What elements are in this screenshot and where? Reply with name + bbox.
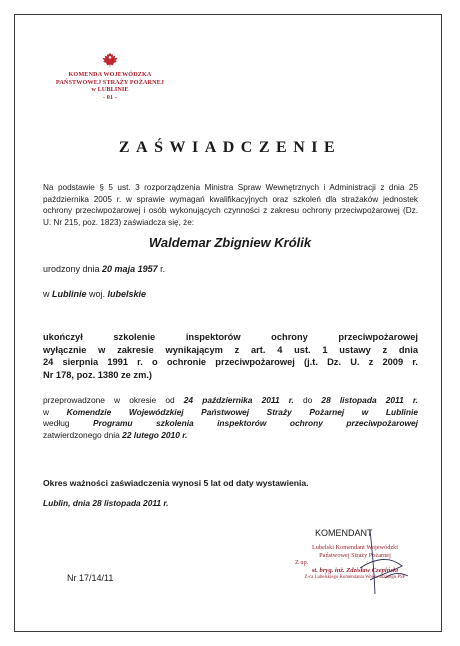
period-line-1 xyxy=(43,395,418,407)
period-line-3 xyxy=(43,418,418,430)
validity-note: Okres ważności zaświadczenia wynosi 5 lat od daty wystawienia. xyxy=(43,478,309,488)
period-text: przeprowadzone w okresie od xyxy=(43,395,184,405)
training-program: Programu szkolenia inspektorów ochrony przeciwpożarowej xyxy=(92,418,418,429)
birth-suffix: r. xyxy=(157,264,166,274)
stamp-line-1: Lubelski Komendant Wojewódzki xyxy=(311,544,399,551)
document-title: ZAŚWIADCZENIE xyxy=(118,139,342,156)
official-stamp xyxy=(285,544,425,582)
training-venue: Komendzie Wojewódzkiej Państwowej Straży Pożarnej w Lublinie xyxy=(66,406,418,417)
eagle-emblem-icon xyxy=(101,52,119,69)
birth-date: 20 maja 1957 xyxy=(102,264,158,274)
birth-city: Lublinie xyxy=(52,289,87,299)
course-line-1: ukończył szkolenie inspektorów ochrony przeciwpożarowej xyxy=(43,332,418,342)
period-text: do xyxy=(293,395,322,405)
legal-basis-paragraph: Na podstawie § 5 ust. 3 rozporządzenia Ministra Spraw Wewnętrznych i Administracji z dnia 25 października 2005 r. w sprawie wymagań kwalifikacyjnych oraz szkoleń dla strażaków jednostek ochrony przeciwpożarowej i osób wykonujących czynności z zakresu ochrony przeciwpożarowej (Dz. U. Nr 215, poz. 1823) zaświadcza się, że: xyxy=(43,183,418,227)
page-border xyxy=(14,14,442,632)
person-name: Waldemar Zbigniew Królik xyxy=(148,235,312,250)
period-line-2 xyxy=(43,407,418,419)
program-approval-date: 22 lutego 2010 r. xyxy=(122,429,188,440)
period-start-date: 24 października 2011 r. xyxy=(183,395,294,405)
course-line-4: Nr 178, poz. 1380 ze zm.) xyxy=(43,369,153,380)
stamp-line-3: Z up. xyxy=(295,559,309,567)
place-prefix: w xyxy=(43,289,52,299)
place-and-date: Lublin, dnia 28 listopada 2011 r. xyxy=(43,498,169,508)
issuer-line-1: KOMENDA WOJEWÓDZKA xyxy=(68,71,152,78)
document-number: Nr 17/14/11 xyxy=(67,573,114,583)
birth-region: lubelskie xyxy=(107,289,147,299)
issuer-line-2: PAŃSTWOWEJ STRAŻY POŻARNEJ xyxy=(55,78,165,86)
training-period-paragraph xyxy=(43,395,418,441)
period-line-4 xyxy=(43,430,418,442)
place-mid: woj. xyxy=(86,289,108,299)
period-text: według xyxy=(43,418,93,429)
birth-prefix: urodzony dnia xyxy=(43,264,103,274)
stamp-line-5: Z-ca Lubelskiego Komendanta Wojewódzkiego PSP xyxy=(304,575,406,581)
birth-place-line xyxy=(43,289,146,301)
issuer-line-3: w LUBLINIE xyxy=(91,86,129,94)
komendant-label: KOMENDANT xyxy=(315,528,373,538)
issuer-line-4: - 01 - xyxy=(102,93,117,101)
course-line-3: 24 sierpnia 1991 r. o ochronie przeciwpożarowej (j.t. Dz. U. z 2009 r. xyxy=(43,357,418,368)
stamp-officer: st. bryg. inż. Zdzisław Czepiński xyxy=(311,566,399,574)
stamp-line-2: Państwowej Straży Pożarnej xyxy=(319,551,391,559)
period-text: w xyxy=(43,406,67,417)
birth-date-line xyxy=(43,264,165,276)
period-text: zatwierdzonego dnia xyxy=(43,429,123,440)
issuer-header xyxy=(45,52,175,101)
course-line-2: wyłącznie w zakresie wynikającym z art. 4 ust. 1 ustawy z dnia xyxy=(43,344,418,355)
period-end-date: 28 listopada 2011 r. xyxy=(321,395,418,405)
course-paragraph xyxy=(43,331,418,381)
